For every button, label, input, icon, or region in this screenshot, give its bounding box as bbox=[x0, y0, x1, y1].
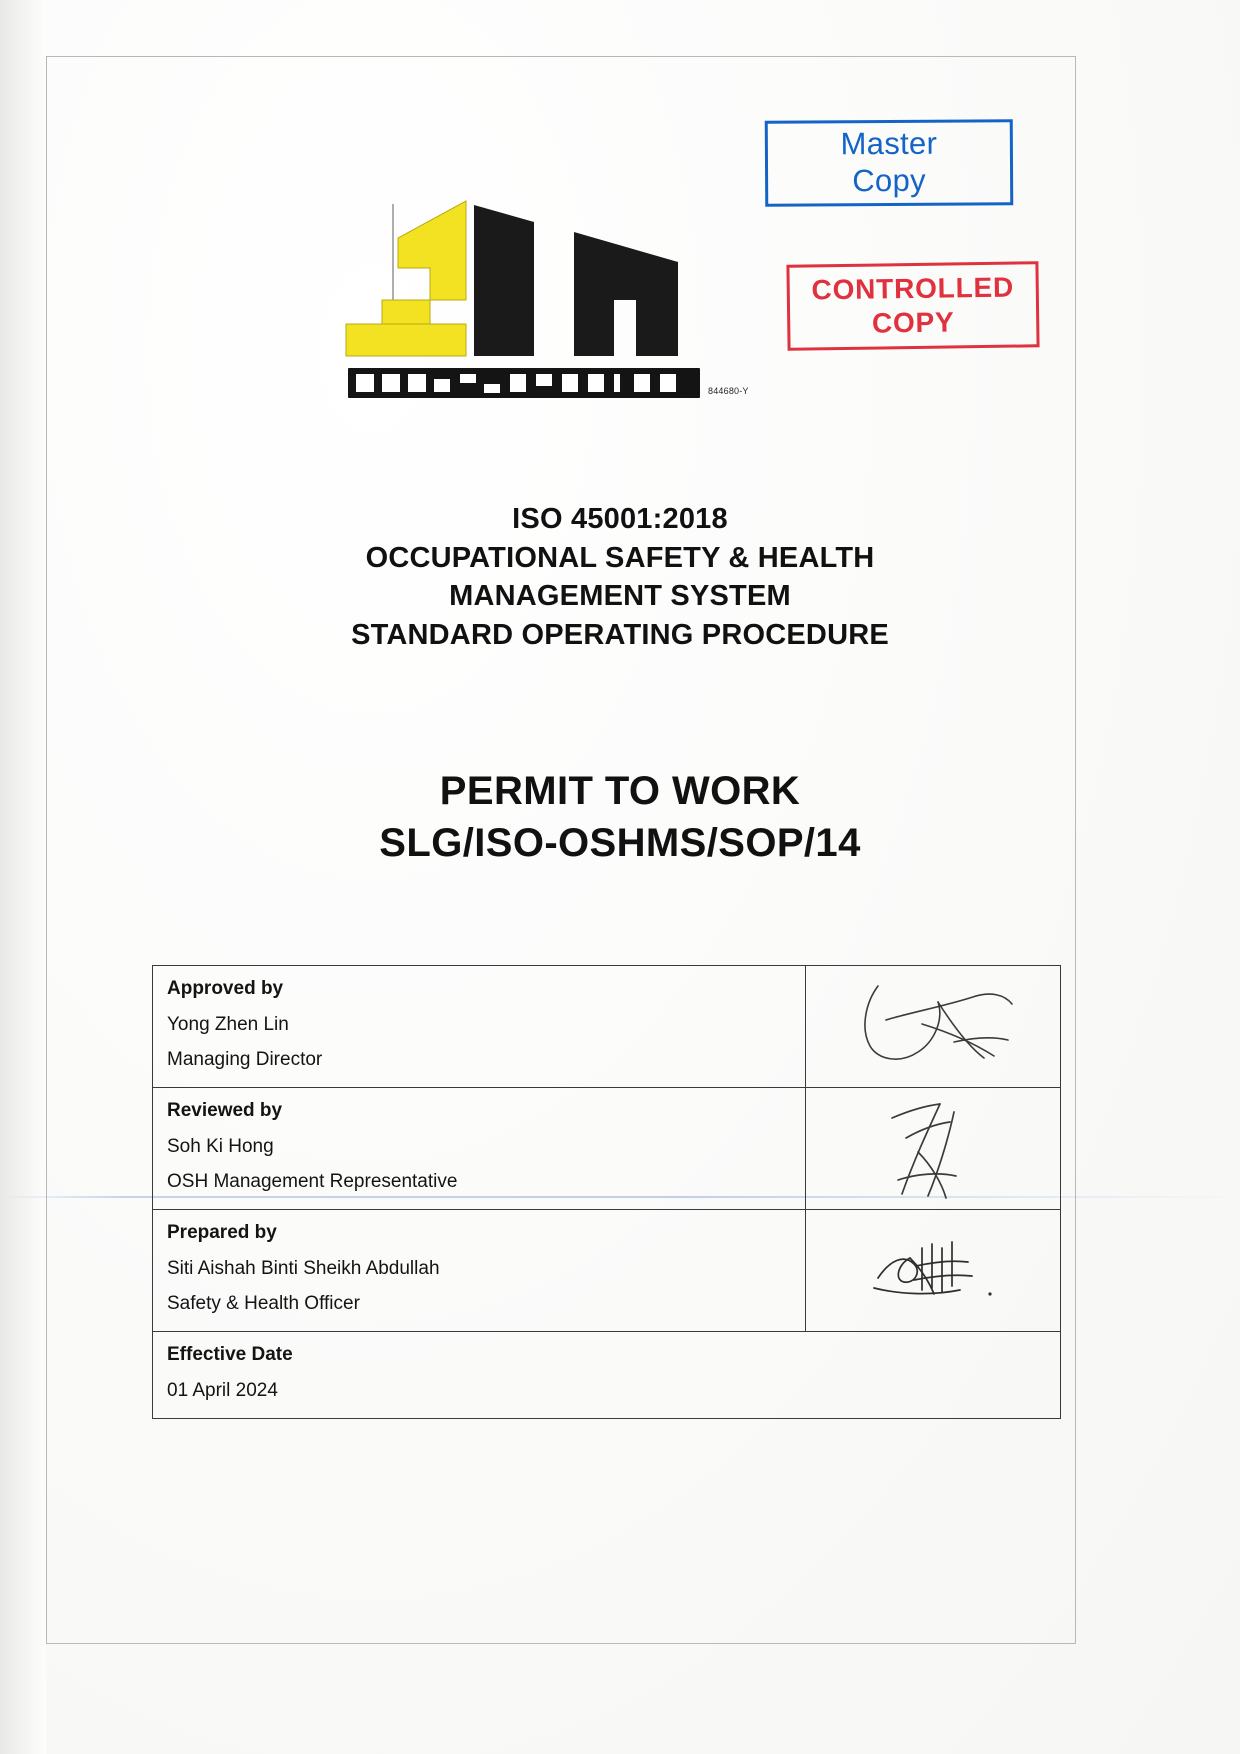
system-title-line-1: OCCUPATIONAL SAFETY & HEALTH bbox=[365, 541, 875, 574]
iso-standard-line: ISO 45001:2018 bbox=[512, 503, 728, 535]
effective-date-value: 01 April 2024 bbox=[167, 1380, 278, 1401]
reviewed-by-signature-cell bbox=[806, 1088, 1061, 1210]
reviewed-by-label: Reviewed by bbox=[167, 1100, 283, 1121]
reviewed-by-name: Soh Ki Hong bbox=[167, 1136, 274, 1157]
table-row bbox=[153, 1210, 1061, 1332]
document-code: SLG/ISO-OSHMS/SOP/14 bbox=[379, 821, 861, 865]
prepared-by-signature-cell bbox=[806, 1210, 1061, 1332]
signature-icon bbox=[858, 1094, 1008, 1206]
system-title-line-2: MANAGEMENT SYSTEM bbox=[449, 580, 791, 613]
system-title-line-3: STANDARD OPERATING PROCEDURE bbox=[351, 618, 889, 651]
controlled-copy-stamp bbox=[786, 261, 1039, 351]
signature-icon bbox=[864, 1236, 1004, 1306]
table-row bbox=[153, 1332, 1061, 1419]
prepared-by-name: Siti Aishah Binti Sheikh Abdullah bbox=[167, 1258, 440, 1279]
scan-edge-shadow bbox=[0, 0, 46, 1754]
prepared-by-label: Prepared by bbox=[167, 1222, 277, 1243]
slg-construction-logo bbox=[338, 196, 768, 406]
master-copy-stamp bbox=[765, 119, 1014, 207]
controlled-copy-stamp-line2: COPY bbox=[871, 306, 955, 339]
master-copy-stamp-line2: Copy bbox=[852, 162, 926, 199]
controlled-copy-stamp-line1: CONTROLLED bbox=[811, 271, 1015, 306]
document-title-block bbox=[170, 765, 1070, 869]
logo-registration-number: 844680-Y bbox=[708, 386, 749, 396]
signature-icon bbox=[826, 972, 1036, 1080]
approved-by-signature-cell bbox=[806, 966, 1061, 1088]
approval-signature-table bbox=[152, 965, 1061, 1419]
prepared-by-cell bbox=[153, 1210, 806, 1332]
effective-date-label: Effective Date bbox=[167, 1344, 293, 1365]
logo-graphic bbox=[338, 196, 768, 406]
reviewed-by-position: OSH Management Representative bbox=[167, 1171, 458, 1192]
prepared-by-position: Safety & Health Officer bbox=[167, 1293, 360, 1314]
effective-date-cell bbox=[153, 1332, 1061, 1419]
document-name: PERMIT TO WORK bbox=[439, 769, 801, 813]
table-row bbox=[153, 1088, 1061, 1210]
approved-by-label: Approved by bbox=[167, 978, 284, 999]
reviewed-by-cell bbox=[153, 1088, 806, 1210]
standard-title-block bbox=[170, 500, 1070, 654]
master-copy-stamp-line1: Master bbox=[840, 126, 938, 162]
approved-by-cell bbox=[153, 966, 806, 1088]
table-row bbox=[153, 966, 1061, 1088]
approved-by-position: Managing Director bbox=[167, 1049, 323, 1070]
approved-by-name: Yong Zhen Lin bbox=[167, 1014, 289, 1035]
